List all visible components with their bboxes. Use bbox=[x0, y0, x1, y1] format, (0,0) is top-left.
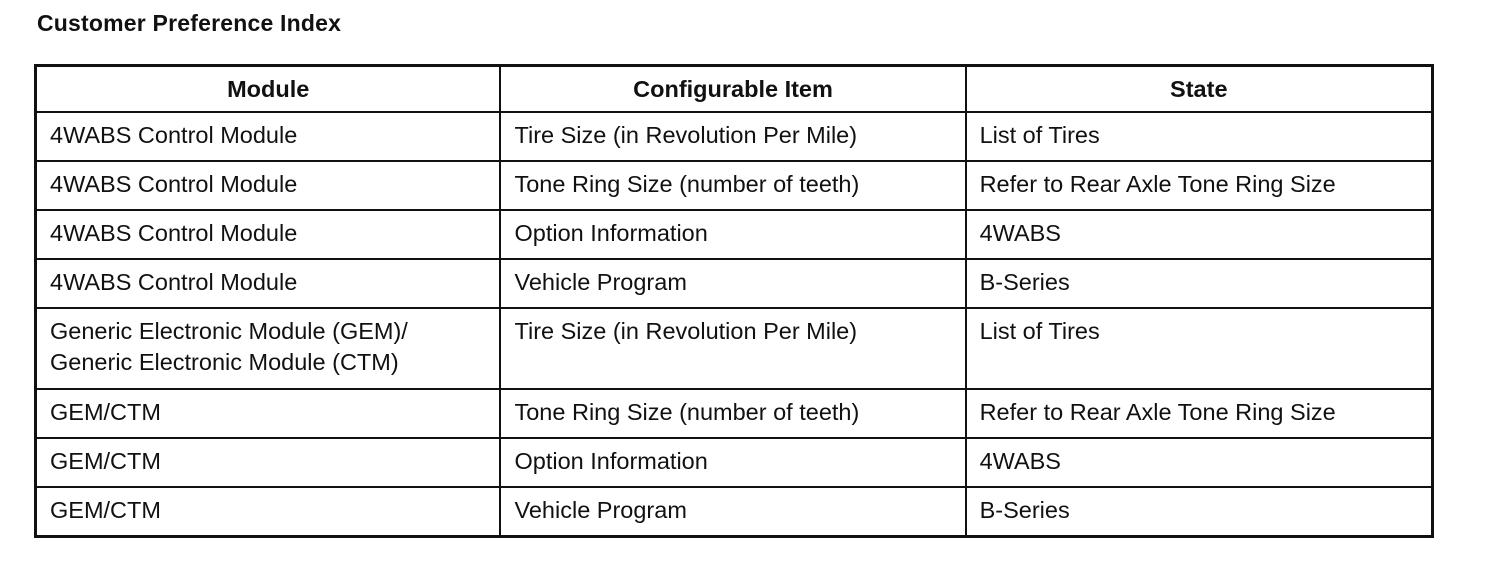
configurable-item-cell: Vehicle Program bbox=[500, 259, 965, 308]
table-row bbox=[36, 259, 1433, 308]
table-row bbox=[36, 112, 1433, 161]
state-cell: B-Series bbox=[966, 259, 1433, 308]
state-cell: 4WABS bbox=[966, 210, 1433, 259]
column-header-state: State bbox=[966, 66, 1433, 113]
table-row bbox=[36, 210, 1433, 259]
module-cell: 4WABS Control Module bbox=[36, 161, 501, 210]
configurable-item-cell: Vehicle Program bbox=[500, 487, 965, 537]
module-cell: 4WABS Control Module bbox=[36, 259, 501, 308]
table-header-row bbox=[36, 66, 1433, 113]
page-title: Customer Preference Index bbox=[37, 10, 342, 36]
column-header-configurable-item: Configurable Item bbox=[500, 66, 965, 113]
state-cell: 4WABS bbox=[966, 438, 1433, 487]
table-row bbox=[36, 438, 1433, 487]
state-cell: Refer to Rear Axle Tone Ring Size bbox=[966, 161, 1433, 210]
state-cell: List of Tires bbox=[966, 112, 1433, 161]
table-row bbox=[36, 389, 1433, 438]
table-row bbox=[36, 487, 1433, 537]
configurable-item-cell: Option Information bbox=[500, 438, 965, 487]
column-header-module: Module bbox=[36, 66, 501, 113]
state-cell: List of Tires bbox=[966, 308, 1433, 389]
module-cell-line-1: Generic Electronic Module (GEM)/ bbox=[50, 318, 408, 344]
configurable-item-cell: Tire Size (in Revolution Per Mile) bbox=[500, 308, 965, 389]
configurable-item-cell: Tone Ring Size (number of teeth) bbox=[500, 389, 965, 438]
module-cell: GEM/CTM bbox=[36, 438, 501, 487]
state-cell: B-Series bbox=[966, 487, 1433, 537]
module-cell: GEM/CTM bbox=[36, 487, 501, 537]
state-cell: Refer to Rear Axle Tone Ring Size bbox=[966, 389, 1433, 438]
table-row bbox=[36, 161, 1433, 210]
customer-preference-table bbox=[34, 64, 1434, 538]
module-cell bbox=[36, 308, 501, 389]
configurable-item-cell: Option Information bbox=[500, 210, 965, 259]
module-cell: 4WABS Control Module bbox=[36, 112, 501, 161]
module-cell-line-2: Generic Electronic Module (CTM) bbox=[50, 349, 399, 375]
table-row bbox=[36, 308, 1433, 389]
module-cell: GEM/CTM bbox=[36, 389, 501, 438]
configurable-item-cell: Tire Size (in Revolution Per Mile) bbox=[500, 112, 965, 161]
module-cell: 4WABS Control Module bbox=[36, 210, 501, 259]
configurable-item-cell: Tone Ring Size (number of teeth) bbox=[500, 161, 965, 210]
